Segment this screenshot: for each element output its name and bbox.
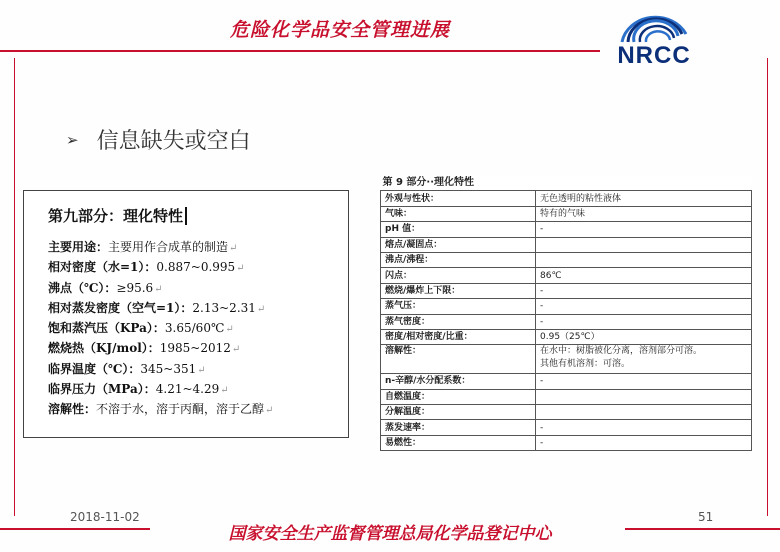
property-value-cell (536, 252, 752, 267)
property-label: 饱和蒸汽压（KPa）： (48, 321, 165, 336)
property-value-cell (536, 299, 752, 314)
bullet-point (66, 124, 251, 155)
property-label: 主要用途： (48, 240, 109, 254)
property-key-cell: 沸点/沸程： (381, 252, 536, 267)
property-value-text: 无色透明的粘性液体 (540, 193, 622, 204)
table-title: 第 9 部分··理化特性 (381, 176, 752, 191)
property-key-cell: 熔点/凝固点： (381, 237, 536, 252)
property-key-cell: 闪点： (381, 268, 536, 283)
table-row (381, 206, 752, 221)
paragraph-mark-icon: ↵ (265, 405, 274, 417)
footer-divider-right (625, 528, 780, 530)
left-section-title: 第九部分：理化特性 (48, 205, 192, 226)
arrow-bullet-icon: ➢ (66, 131, 79, 149)
property-value-cell (536, 345, 752, 374)
footer-date: 2018-11-02 (70, 510, 140, 524)
property-label: 临界压力（MPa）： (48, 382, 156, 397)
property-value-text: - (540, 438, 544, 449)
property-line (48, 238, 273, 258)
right-sds-table (380, 176, 752, 451)
property-label: 燃烧热（KJ/mol）： (48, 341, 160, 356)
property-value: 345~351 (140, 361, 197, 376)
property-line (48, 400, 273, 420)
property-value-cell (536, 435, 752, 450)
page-number: 51 (698, 510, 714, 524)
property-value: 0.887~0.995 (156, 260, 236, 275)
property-value-text: - (540, 376, 544, 387)
property-key-cell: 蒸气密度： (381, 314, 536, 329)
table-row (381, 345, 752, 374)
property-value: 3.65/60℃ (164, 321, 225, 336)
property-value-cell (536, 237, 752, 252)
table-row (381, 329, 752, 344)
header-title: 危险化学品安全管理进展 (229, 19, 450, 41)
footer-divider-left (0, 528, 150, 530)
property-value: 1985~2012 (159, 341, 231, 356)
property-value-cell (536, 222, 752, 237)
paragraph-mark-icon: ↵ (154, 283, 163, 295)
footer-organization: 国家安全生产监督管理总局化学品登记中心 (228, 524, 552, 544)
property-line (48, 279, 273, 299)
property-key-cell: 溶解性： (381, 345, 536, 374)
logo-arcs-icon (604, 12, 704, 46)
property-key-cell: 蒸气压： (381, 299, 536, 314)
table-row (381, 299, 752, 314)
table-row (381, 314, 752, 329)
header-divider (0, 50, 600, 52)
property-key-cell: 气味： (381, 206, 536, 221)
table-row (381, 222, 752, 237)
property-label: 沸点（℃）： (48, 280, 117, 295)
property-value-text: - (540, 285, 544, 296)
property-value: 2.13~2.31 (192, 300, 256, 315)
table-row (381, 191, 752, 206)
paragraph-mark-icon: ↵ (231, 344, 241, 356)
table-row (381, 268, 752, 283)
property-value: ≥95.6 (116, 280, 154, 295)
property-label: 相对蒸发密度（空气=1）： (48, 300, 193, 315)
table-row (381, 420, 752, 435)
property-line (48, 380, 273, 400)
property-line (48, 258, 273, 278)
property-line (48, 299, 273, 319)
property-value-cell (536, 389, 752, 404)
property-value-cell (536, 191, 752, 206)
property-value-text: - (540, 224, 544, 235)
property-line (48, 360, 273, 380)
property-value: 主要用作合成革的制造 (108, 240, 229, 254)
table-row (381, 435, 752, 450)
property-value-text: 其他有机溶剂：可溶。 (540, 359, 631, 370)
paragraph-mark-icon: ↵ (256, 303, 266, 315)
property-key-cell: 燃烧/爆炸上下限： (381, 283, 536, 298)
property-key-cell: 外观与性状： (381, 191, 536, 206)
paragraph-mark-icon: ↵ (225, 324, 234, 336)
property-value-cell (536, 374, 752, 389)
logo-text: NRCC (617, 42, 691, 69)
left-property-list (48, 238, 273, 421)
property-value-cell (536, 206, 752, 221)
table-row (381, 252, 752, 267)
property-value: 不溶于水，溶于丙酮，溶于乙醇 (96, 402, 265, 417)
property-value-text: 在水中：树脂被化分离，溶剂部分可溶。 (540, 346, 703, 357)
property-key-cell: 易燃性： (381, 435, 536, 450)
property-value-text: - (540, 422, 544, 433)
property-key-cell: 自燃温度： (381, 389, 536, 404)
property-value: 4.21~4.29 (155, 382, 220, 397)
table-row (381, 283, 752, 298)
property-value-text: 特有的气味 (540, 208, 586, 219)
property-key-cell: 密度/相对密度/比重： (381, 329, 536, 344)
property-key-cell: 蒸发速率： (381, 420, 536, 435)
table-row (381, 237, 752, 252)
property-value-text: - (540, 316, 544, 327)
bullet-text: 信息缺失或空白 (96, 129, 251, 154)
paragraph-mark-icon: ↵ (220, 385, 229, 397)
property-value-text: - (540, 301, 544, 312)
property-key-cell: n-辛醇/水分配系数： (381, 374, 536, 389)
left-sds-excerpt (23, 190, 349, 438)
property-line (48, 339, 273, 359)
table-row (381, 389, 752, 404)
property-line (48, 319, 273, 339)
table-row (381, 405, 752, 420)
property-label: 溶解性： (48, 402, 97, 417)
property-value-text: 0.95（25℃） (540, 332, 600, 343)
property-value-cell (536, 268, 752, 283)
paragraph-mark-icon: ↵ (197, 364, 206, 376)
property-value-text: 86℃ (540, 270, 562, 281)
property-value-cell (536, 405, 752, 420)
property-key-cell: 分解温度： (381, 405, 536, 420)
property-key-cell: pH 值： (381, 222, 536, 237)
paragraph-mark-icon: ↵ (236, 263, 245, 275)
paragraph-mark-icon: ↵ (229, 243, 238, 254)
property-value-cell (536, 329, 752, 344)
table-row (381, 374, 752, 389)
property-label: 临界温度（℃）： (48, 361, 141, 376)
property-value-cell (536, 283, 752, 298)
property-label: 相对密度（水=1）： (48, 260, 157, 275)
property-value-cell (536, 314, 752, 329)
property-value-cell (536, 420, 752, 435)
